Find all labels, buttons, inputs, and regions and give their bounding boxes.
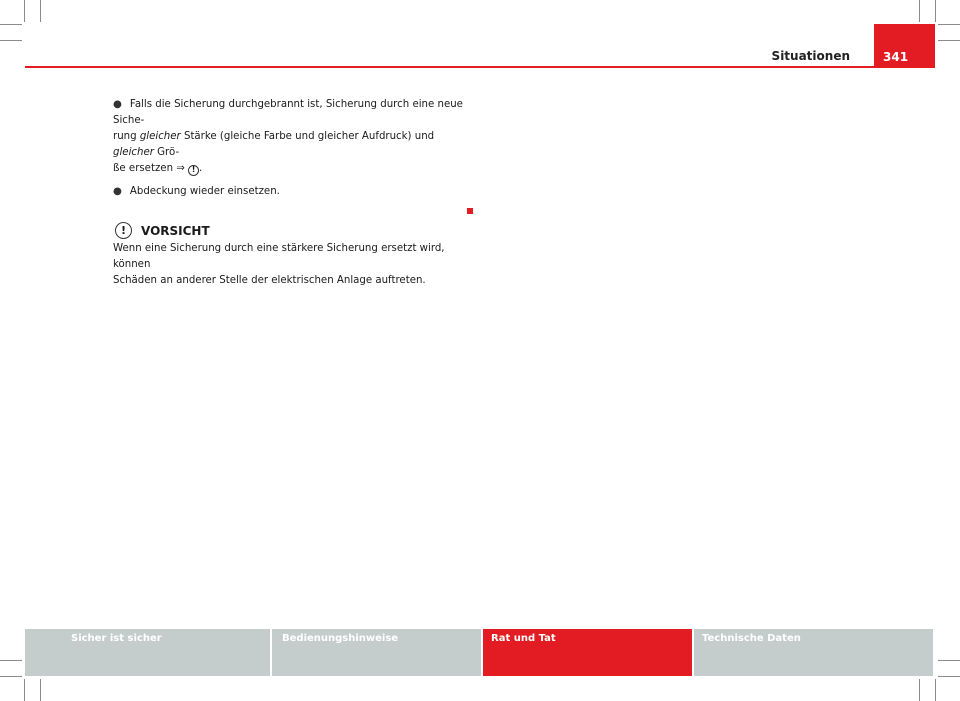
text: Falls die Sicherung durchgebrannt ist, Sicherung durch eine neue Siche-: [113, 99, 463, 126]
bullet-icon: ●: [113, 99, 122, 110]
bullet-item-replace-fuse: [113, 97, 468, 177]
text: Wenn eine Sicherung durch eine stärkere Sicherung ersetzt wird, können: [113, 243, 445, 270]
section-title: Situationen: [771, 49, 850, 63]
crop-mark: [935, 0, 936, 22]
header-rule: [25, 66, 935, 68]
warning-title: VORSICHT: [141, 224, 210, 238]
crop-mark: [0, 676, 22, 677]
crop-mark: [40, 679, 41, 701]
crop-mark: [24, 0, 25, 22]
crop-mark: [40, 0, 41, 22]
section-end-marker: [467, 208, 473, 214]
warning-reference-icon[interactable]: !: [188, 165, 199, 176]
emphasis: gleicher: [139, 131, 181, 142]
warning-heading: [113, 217, 468, 239]
crop-mark: [0, 40, 22, 41]
crop-mark: [0, 24, 22, 25]
crop-mark: [24, 679, 25, 701]
bullet-icon: ●: [113, 186, 122, 197]
crop-mark: [938, 24, 960, 25]
warning-icon: !: [115, 222, 132, 239]
tab-rat-und-tat[interactable]: Rat und Tat: [483, 629, 692, 676]
text: .: [199, 163, 203, 174]
crop-mark: [935, 679, 936, 701]
crop-mark: [0, 660, 22, 661]
text: ße ersetzen ⇒: [113, 163, 189, 174]
text: Abdeckung wieder einsetzen.: [129, 186, 280, 197]
crop-mark: [919, 679, 920, 701]
text: rung: [113, 131, 140, 142]
crop-mark: [938, 676, 960, 677]
content-column: [113, 97, 468, 296]
tab-bedienungshinweise[interactable]: Bedienungshinweise: [272, 629, 481, 676]
text: Grö-: [153, 147, 180, 158]
page-number-box: [874, 24, 935, 68]
text: Schäden an anderer Stelle der elektrischen Anlage auftreten.: [113, 275, 426, 286]
crop-mark: [938, 40, 960, 41]
crop-mark: [938, 660, 960, 661]
bullet-item-reinstall-cover: [113, 184, 468, 200]
tab-technische-daten[interactable]: Technische Daten: [694, 629, 933, 676]
crop-mark: [919, 0, 920, 22]
footer-tabs: [25, 629, 935, 676]
warning-text: [113, 241, 468, 289]
emphasis: gleicher: [113, 147, 154, 158]
page-number: 341: [883, 50, 909, 64]
text: Stärke (gleiche Farbe und gleicher Aufdruck) und: [180, 131, 435, 142]
tab-sicher-ist-sicher[interactable]: Sicher ist sicher: [25, 629, 270, 676]
